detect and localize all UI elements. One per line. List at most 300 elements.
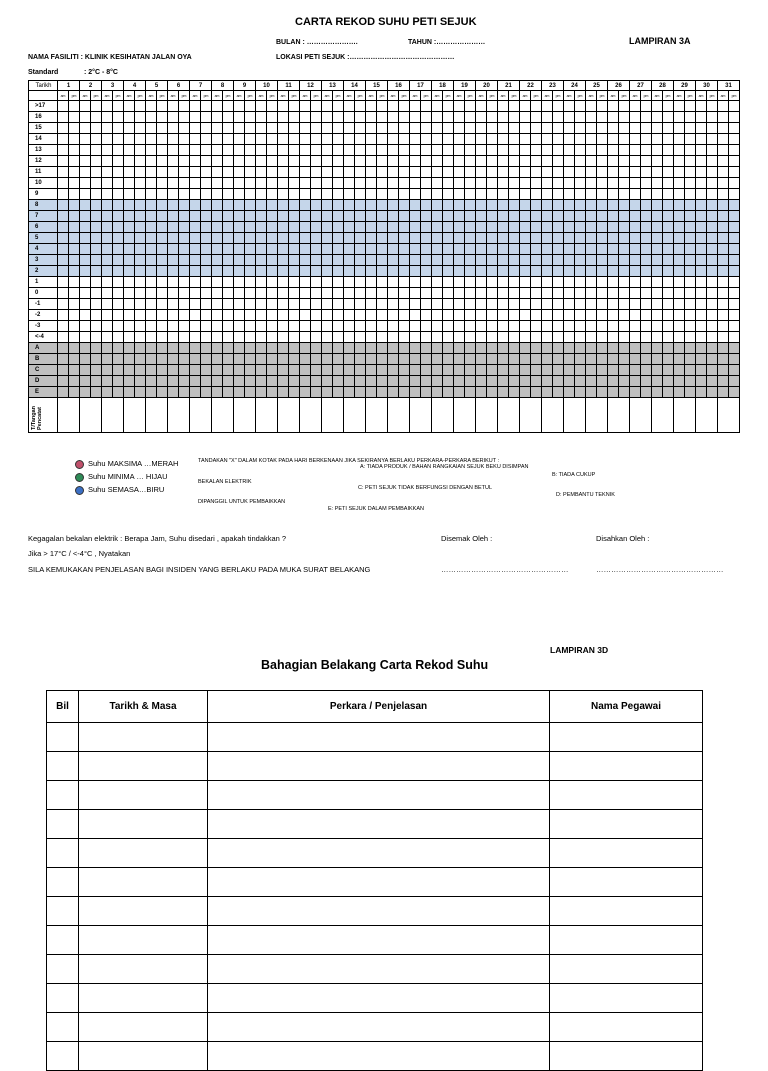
grid-cell[interactable] (311, 343, 322, 354)
grid-cell[interactable] (157, 343, 168, 354)
grid-cell[interactable] (190, 244, 201, 255)
grid-cell[interactable] (410, 255, 421, 266)
grid-cell[interactable] (124, 222, 135, 233)
grid-cell[interactable] (553, 376, 564, 387)
grid-cell[interactable] (575, 123, 586, 134)
grid-cell[interactable] (179, 332, 190, 343)
grid-cell[interactable] (520, 310, 531, 321)
grid-cell[interactable] (344, 343, 355, 354)
grid-cell[interactable] (597, 156, 608, 167)
grid-cell[interactable] (201, 365, 212, 376)
grid-cell[interactable] (190, 387, 201, 398)
grid-cell[interactable] (168, 123, 179, 134)
grid-cell[interactable] (234, 211, 245, 222)
grid-cell[interactable] (190, 266, 201, 277)
grid-cell[interactable] (322, 376, 333, 387)
grid-cell[interactable] (663, 167, 674, 178)
grid-cell[interactable] (355, 321, 366, 332)
grid-cell[interactable] (135, 299, 146, 310)
grid-cell[interactable] (146, 310, 157, 321)
grid-cell[interactable] (476, 343, 487, 354)
grid-cell[interactable] (157, 200, 168, 211)
grid-cell[interactable] (102, 112, 113, 123)
grid-cell[interactable] (311, 354, 322, 365)
grid-cell[interactable] (531, 211, 542, 222)
grid-cell[interactable] (333, 343, 344, 354)
table-cell[interactable] (550, 723, 703, 752)
grid-cell[interactable] (685, 244, 696, 255)
grid-cell[interactable] (476, 189, 487, 200)
grid-cell[interactable] (333, 112, 344, 123)
grid-cell[interactable] (608, 200, 619, 211)
grid-cell[interactable] (179, 321, 190, 332)
grid-cell[interactable] (575, 101, 586, 112)
grid-cell[interactable] (256, 200, 267, 211)
grid-cell[interactable] (443, 376, 454, 387)
grid-cell[interactable] (663, 145, 674, 156)
grid-cell[interactable] (190, 288, 201, 299)
grid-cell[interactable] (443, 200, 454, 211)
grid-cell[interactable] (157, 288, 168, 299)
grid-cell[interactable] (652, 123, 663, 134)
grid-cell[interactable] (256, 156, 267, 167)
grid-cell[interactable] (135, 376, 146, 387)
grid-cell[interactable] (674, 112, 685, 123)
grid-cell[interactable] (245, 101, 256, 112)
grid-cell[interactable] (608, 266, 619, 277)
grid-cell[interactable] (366, 365, 377, 376)
grid-cell[interactable] (586, 376, 597, 387)
grid-cell[interactable] (696, 365, 707, 376)
grid-cell[interactable] (80, 299, 91, 310)
grid-cell[interactable] (212, 167, 223, 178)
grid-cell[interactable] (201, 222, 212, 233)
grid-cell[interactable] (542, 376, 553, 387)
grid-cell[interactable] (223, 288, 234, 299)
grid-cell[interactable] (58, 211, 69, 222)
grid-cell[interactable] (289, 101, 300, 112)
grid-cell[interactable] (157, 387, 168, 398)
grid-cell[interactable] (223, 365, 234, 376)
grid-cell[interactable] (69, 145, 80, 156)
grid-cell[interactable] (443, 145, 454, 156)
grid-cell[interactable] (520, 266, 531, 277)
grid-cell[interactable] (696, 200, 707, 211)
grid-cell[interactable] (91, 299, 102, 310)
grid-cell[interactable] (718, 145, 729, 156)
grid-cell[interactable] (421, 387, 432, 398)
grid-cell[interactable] (608, 321, 619, 332)
grid-cell[interactable] (553, 200, 564, 211)
grid-cell[interactable] (421, 288, 432, 299)
grid-cell[interactable] (421, 178, 432, 189)
grid-cell[interactable] (69, 277, 80, 288)
grid-cell[interactable] (212, 156, 223, 167)
grid-cell[interactable] (685, 200, 696, 211)
grid-cell[interactable] (465, 343, 476, 354)
grid-cell[interactable] (146, 233, 157, 244)
grid-cell[interactable] (201, 343, 212, 354)
grid-cell[interactable] (465, 134, 476, 145)
grid-cell[interactable] (685, 255, 696, 266)
grid-cell[interactable] (355, 189, 366, 200)
grid-cell[interactable] (531, 123, 542, 134)
grid-cell[interactable] (124, 310, 135, 321)
grid-cell[interactable] (564, 200, 575, 211)
grid-cell[interactable] (135, 112, 146, 123)
grid-cell[interactable] (256, 178, 267, 189)
grid-cell[interactable] (586, 101, 597, 112)
grid-cell[interactable] (542, 112, 553, 123)
grid-cell[interactable] (520, 189, 531, 200)
grid-cell[interactable] (597, 167, 608, 178)
grid-cell[interactable] (278, 134, 289, 145)
grid-cell[interactable] (586, 112, 597, 123)
grid-cell[interactable] (135, 167, 146, 178)
grid-cell[interactable] (520, 167, 531, 178)
grid-cell[interactable] (564, 255, 575, 266)
grid-cell[interactable] (619, 387, 630, 398)
grid-cell[interactable] (608, 387, 619, 398)
grid-cell[interactable] (333, 156, 344, 167)
grid-cell[interactable] (586, 233, 597, 244)
grid-cell[interactable] (212, 123, 223, 134)
signature-cell[interactable] (102, 398, 124, 433)
grid-cell[interactable] (223, 156, 234, 167)
grid-cell[interactable] (487, 211, 498, 222)
grid-cell[interactable] (696, 332, 707, 343)
grid-cell[interactable] (531, 332, 542, 343)
grid-cell[interactable] (135, 310, 146, 321)
grid-cell[interactable] (223, 189, 234, 200)
grid-cell[interactable] (80, 354, 91, 365)
grid-cell[interactable] (487, 167, 498, 178)
grid-cell[interactable] (487, 189, 498, 200)
grid-cell[interactable] (696, 222, 707, 233)
grid-cell[interactable] (190, 343, 201, 354)
grid-cell[interactable] (245, 343, 256, 354)
grid-cell[interactable] (113, 365, 124, 376)
grid-cell[interactable] (696, 299, 707, 310)
grid-cell[interactable] (652, 343, 663, 354)
grid-cell[interactable] (58, 134, 69, 145)
grid-cell[interactable] (102, 156, 113, 167)
grid-cell[interactable] (476, 332, 487, 343)
grid-cell[interactable] (410, 266, 421, 277)
grid-cell[interactable] (102, 222, 113, 233)
grid-cell[interactable] (421, 101, 432, 112)
grid-cell[interactable] (58, 387, 69, 398)
grid-cell[interactable] (135, 343, 146, 354)
grid-cell[interactable] (630, 321, 641, 332)
grid-cell[interactable] (553, 288, 564, 299)
grid-cell[interactable] (707, 354, 718, 365)
grid-cell[interactable] (564, 299, 575, 310)
grid-cell[interactable] (124, 354, 135, 365)
grid-cell[interactable] (608, 332, 619, 343)
grid-cell[interactable] (531, 101, 542, 112)
grid-cell[interactable] (388, 112, 399, 123)
grid-cell[interactable] (564, 156, 575, 167)
grid-cell[interactable] (157, 178, 168, 189)
grid-cell[interactable] (179, 167, 190, 178)
signature-cell[interactable] (410, 398, 432, 433)
grid-cell[interactable] (322, 167, 333, 178)
grid-cell[interactable] (597, 343, 608, 354)
grid-cell[interactable] (234, 233, 245, 244)
grid-cell[interactable] (531, 321, 542, 332)
grid-cell[interactable] (707, 365, 718, 376)
grid-cell[interactable] (267, 255, 278, 266)
grid-cell[interactable] (245, 145, 256, 156)
grid-cell[interactable] (168, 222, 179, 233)
grid-cell[interactable] (432, 178, 443, 189)
grid-cell[interactable] (124, 255, 135, 266)
grid-cell[interactable] (432, 321, 443, 332)
grid-cell[interactable] (498, 233, 509, 244)
grid-cell[interactable] (707, 167, 718, 178)
grid-cell[interactable] (388, 211, 399, 222)
grid-cell[interactable] (575, 112, 586, 123)
grid-cell[interactable] (146, 200, 157, 211)
grid-cell[interactable] (674, 189, 685, 200)
grid-cell[interactable] (498, 343, 509, 354)
grid-cell[interactable] (652, 222, 663, 233)
grid-cell[interactable] (476, 101, 487, 112)
grid-cell[interactable] (267, 299, 278, 310)
grid-cell[interactable] (124, 343, 135, 354)
grid-cell[interactable] (289, 299, 300, 310)
grid-cell[interactable] (80, 112, 91, 123)
grid-cell[interactable] (685, 178, 696, 189)
grid-cell[interactable] (256, 277, 267, 288)
grid-cell[interactable] (674, 222, 685, 233)
grid-cell[interactable] (696, 387, 707, 398)
grid-cell[interactable] (421, 211, 432, 222)
grid-cell[interactable] (630, 222, 641, 233)
grid-cell[interactable] (388, 321, 399, 332)
grid-cell[interactable] (366, 112, 377, 123)
grid-cell[interactable] (168, 255, 179, 266)
table-cell[interactable] (79, 723, 208, 752)
grid-cell[interactable] (476, 123, 487, 134)
grid-cell[interactable] (399, 101, 410, 112)
grid-cell[interactable] (388, 167, 399, 178)
grid-cell[interactable] (553, 211, 564, 222)
grid-cell[interactable] (465, 222, 476, 233)
grid-cell[interactable] (58, 255, 69, 266)
grid-cell[interactable] (267, 167, 278, 178)
grid-cell[interactable] (377, 266, 388, 277)
grid-cell[interactable] (113, 332, 124, 343)
grid-cell[interactable] (135, 266, 146, 277)
grid-cell[interactable] (278, 321, 289, 332)
grid-cell[interactable] (487, 222, 498, 233)
grid-cell[interactable] (388, 255, 399, 266)
grid-cell[interactable] (410, 134, 421, 145)
grid-cell[interactable] (509, 189, 520, 200)
grid-cell[interactable] (322, 354, 333, 365)
table-cell[interactable] (79, 984, 208, 1013)
grid-cell[interactable] (619, 123, 630, 134)
grid-cell[interactable] (718, 266, 729, 277)
grid-cell[interactable] (278, 310, 289, 321)
grid-cell[interactable] (520, 288, 531, 299)
grid-cell[interactable] (366, 167, 377, 178)
grid-cell[interactable] (366, 244, 377, 255)
grid-cell[interactable] (135, 387, 146, 398)
grid-cell[interactable] (58, 200, 69, 211)
grid-cell[interactable] (707, 310, 718, 321)
grid-cell[interactable] (58, 112, 69, 123)
grid-cell[interactable] (597, 310, 608, 321)
grid-cell[interactable] (685, 354, 696, 365)
grid-cell[interactable] (289, 332, 300, 343)
table-cell[interactable] (208, 752, 550, 781)
grid-cell[interactable] (102, 101, 113, 112)
grid-cell[interactable] (135, 211, 146, 222)
grid-cell[interactable] (454, 211, 465, 222)
grid-cell[interactable] (212, 200, 223, 211)
grid-cell[interactable] (388, 376, 399, 387)
grid-cell[interactable] (300, 156, 311, 167)
grid-cell[interactable] (564, 112, 575, 123)
grid-cell[interactable] (674, 244, 685, 255)
grid-cell[interactable] (157, 222, 168, 233)
table-cell[interactable] (208, 1042, 550, 1071)
grid-cell[interactable] (168, 299, 179, 310)
grid-cell[interactable] (212, 354, 223, 365)
grid-cell[interactable] (443, 211, 454, 222)
grid-cell[interactable] (476, 145, 487, 156)
grid-cell[interactable] (91, 101, 102, 112)
table-cell[interactable] (208, 984, 550, 1013)
grid-cell[interactable] (377, 222, 388, 233)
grid-cell[interactable] (509, 255, 520, 266)
grid-cell[interactable] (344, 167, 355, 178)
grid-cell[interactable] (509, 266, 520, 277)
grid-cell[interactable] (201, 145, 212, 156)
grid-cell[interactable] (344, 354, 355, 365)
grid-cell[interactable] (91, 376, 102, 387)
grid-cell[interactable] (399, 255, 410, 266)
grid-cell[interactable] (575, 233, 586, 244)
grid-cell[interactable] (80, 156, 91, 167)
grid-cell[interactable] (608, 310, 619, 321)
grid-cell[interactable] (289, 321, 300, 332)
grid-cell[interactable] (388, 299, 399, 310)
grid-cell[interactable] (597, 123, 608, 134)
grid-cell[interactable] (564, 178, 575, 189)
grid-cell[interactable] (630, 101, 641, 112)
grid-cell[interactable] (355, 310, 366, 321)
grid-cell[interactable] (267, 244, 278, 255)
grid-cell[interactable] (212, 244, 223, 255)
grid-cell[interactable] (388, 101, 399, 112)
grid-cell[interactable] (91, 200, 102, 211)
grid-cell[interactable] (113, 200, 124, 211)
grid-cell[interactable] (278, 222, 289, 233)
grid-cell[interactable] (498, 101, 509, 112)
grid-cell[interactable] (520, 376, 531, 387)
grid-cell[interactable] (311, 211, 322, 222)
grid-cell[interactable] (234, 332, 245, 343)
grid-cell[interactable] (322, 134, 333, 145)
grid-cell[interactable] (421, 167, 432, 178)
grid-cell[interactable] (344, 156, 355, 167)
grid-cell[interactable] (443, 244, 454, 255)
grid-cell[interactable] (190, 101, 201, 112)
grid-cell[interactable] (399, 354, 410, 365)
grid-cell[interactable] (410, 145, 421, 156)
grid-cell[interactable] (311, 387, 322, 398)
grid-cell[interactable] (674, 332, 685, 343)
table-cell[interactable] (47, 868, 79, 897)
grid-cell[interactable] (234, 277, 245, 288)
grid-cell[interactable] (58, 354, 69, 365)
grid-cell[interactable] (487, 123, 498, 134)
grid-cell[interactable] (619, 233, 630, 244)
grid-cell[interactable] (553, 277, 564, 288)
grid-cell[interactable] (575, 343, 586, 354)
grid-cell[interactable] (487, 387, 498, 398)
grid-cell[interactable] (718, 376, 729, 387)
grid-cell[interactable] (256, 343, 267, 354)
grid-cell[interactable] (322, 299, 333, 310)
grid-cell[interactable] (718, 255, 729, 266)
grid-cell[interactable] (245, 167, 256, 178)
grid-cell[interactable] (102, 244, 113, 255)
grid-cell[interactable] (300, 343, 311, 354)
grid-cell[interactable] (399, 365, 410, 376)
grid-cell[interactable] (476, 288, 487, 299)
grid-cell[interactable] (575, 310, 586, 321)
grid-cell[interactable] (58, 123, 69, 134)
grid-cell[interactable] (377, 233, 388, 244)
grid-cell[interactable] (146, 222, 157, 233)
grid-cell[interactable] (421, 310, 432, 321)
grid-cell[interactable] (377, 288, 388, 299)
grid-cell[interactable] (311, 332, 322, 343)
grid-cell[interactable] (410, 387, 421, 398)
grid-cell[interactable] (663, 255, 674, 266)
grid-cell[interactable] (179, 134, 190, 145)
grid-cell[interactable] (234, 354, 245, 365)
grid-cell[interactable] (146, 145, 157, 156)
grid-cell[interactable] (542, 321, 553, 332)
grid-cell[interactable] (663, 310, 674, 321)
grid-cell[interactable] (520, 134, 531, 145)
grid-cell[interactable] (157, 332, 168, 343)
grid-cell[interactable] (113, 167, 124, 178)
grid-cell[interactable] (630, 134, 641, 145)
grid-cell[interactable] (377, 211, 388, 222)
table-cell[interactable] (208, 781, 550, 810)
grid-cell[interactable] (388, 277, 399, 288)
approved-by-signature-line[interactable]: …………………………………………… (596, 565, 724, 574)
grid-cell[interactable] (124, 211, 135, 222)
grid-cell[interactable] (201, 376, 212, 387)
grid-cell[interactable] (245, 189, 256, 200)
grid-cell[interactable] (663, 112, 674, 123)
grid-cell[interactable] (586, 255, 597, 266)
grid-cell[interactable] (421, 321, 432, 332)
grid-cell[interactable] (498, 112, 509, 123)
grid-cell[interactable] (509, 156, 520, 167)
grid-cell[interactable] (410, 376, 421, 387)
grid-cell[interactable] (399, 277, 410, 288)
grid-cell[interactable] (663, 178, 674, 189)
